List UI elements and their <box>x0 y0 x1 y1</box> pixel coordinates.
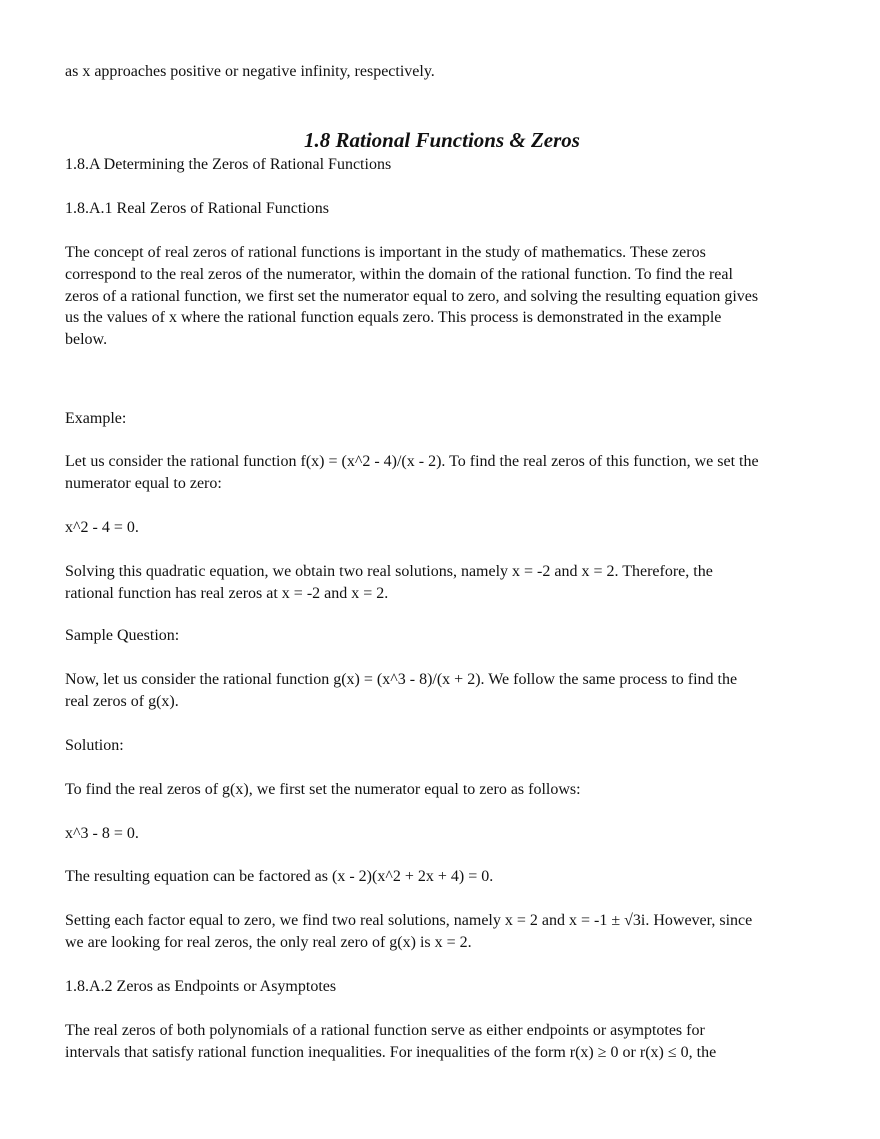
text-line: The real zeros of both polynomials of a rational function serve as either endpoints or asymptotes for <box>65 1022 705 1039</box>
text-line: x^3 - 8 = 0. <box>65 825 139 842</box>
text-line: real zeros of g(x). <box>65 692 179 710</box>
final-paragraph <box>65 1020 825 1064</box>
example-paragraph-1 <box>65 451 825 495</box>
section-title: 1.8 Rational Functions & Zeros <box>304 128 580 152</box>
text-line: below. <box>65 331 108 349</box>
text-line: Solution: <box>65 737 124 754</box>
text-line: Setting each factor equal to zero, we find two real solutions, namely x = 2 and x = -1 ± √3i. However, since <box>65 912 753 929</box>
text-line: intervals that satisfy rational function inequalities. For inequalities of the form r(x) ≥ 0 or r(x) ≤ 0, the <box>65 1043 717 1061</box>
text-line: Solving this quadratic equation, we obtain two real solutions, namely x = -2 and x = 2. Therefore, the <box>65 563 713 580</box>
text-line: Sample Question: <box>65 627 180 644</box>
text-line: 1.8.A.1 Real Zeros of Rational Functions <box>65 200 329 217</box>
text-line: us the values of x where the rational function equals zero. This process is demonstrated in the example <box>65 309 722 327</box>
solution-paragraph-1 <box>65 779 825 801</box>
text-line: correspond to the real zeros of the numerator, within the domain of the rational function. To find the real <box>65 265 733 283</box>
text-line: we are looking for real zeros, the only real zero of g(x) is x = 2. <box>65 933 472 951</box>
text-line: x^2 - 4 = 0. <box>65 519 139 536</box>
intro-paragraph <box>65 242 825 351</box>
solution-paragraph-3 <box>65 910 825 954</box>
text-line: Example: <box>65 410 127 427</box>
solution-paragraph-2 <box>65 866 825 888</box>
topic-heading-2 <box>65 976 825 998</box>
text-line: The concept of real zeros of rational functions is important in the study of mathematics. These zeros <box>65 244 706 261</box>
example-paragraph-2 <box>65 561 825 605</box>
text-line: To find the real zeros of g(x), we first set the numerator equal to zero as follows: <box>65 781 581 798</box>
carryover-text <box>65 61 825 83</box>
example-equation <box>65 517 825 539</box>
text-line: numerator equal to zero: <box>65 474 222 492</box>
subsection-heading <box>65 154 825 176</box>
text-line: The resulting equation can be factored as (x - 2)(x^2 + 2x + 4) = 0. <box>65 868 494 885</box>
text-line: 1.8.A Determining the Zeros of Rational Functions <box>65 156 392 173</box>
sample-question-label <box>65 625 825 647</box>
sample-question-paragraph <box>65 669 825 713</box>
text-line: 1.8.A.2 Zeros as Endpoints or Asymptotes <box>65 978 337 995</box>
example-label <box>65 408 825 430</box>
text-line: Let us consider the rational function f(x) = (x^2 - 4)/(x - 2). To find the real zeros of this function, we set the <box>65 453 759 470</box>
text-line: zeros of a rational function, we first set the numerator equal to zero, and solving the resulting equation gives <box>65 287 759 305</box>
solution-equation <box>65 823 825 845</box>
text-line: as x approaches positive or negative infinity, respectively. <box>65 63 435 80</box>
text-line: Now, let us consider the rational function g(x) = (x^3 - 8)/(x + 2). We follow the same process to find the <box>65 671 738 688</box>
solution-label <box>65 735 825 757</box>
topic-heading-1 <box>65 198 825 220</box>
text-line: rational function has real zeros at x = -2 and x = 2. <box>65 584 389 602</box>
